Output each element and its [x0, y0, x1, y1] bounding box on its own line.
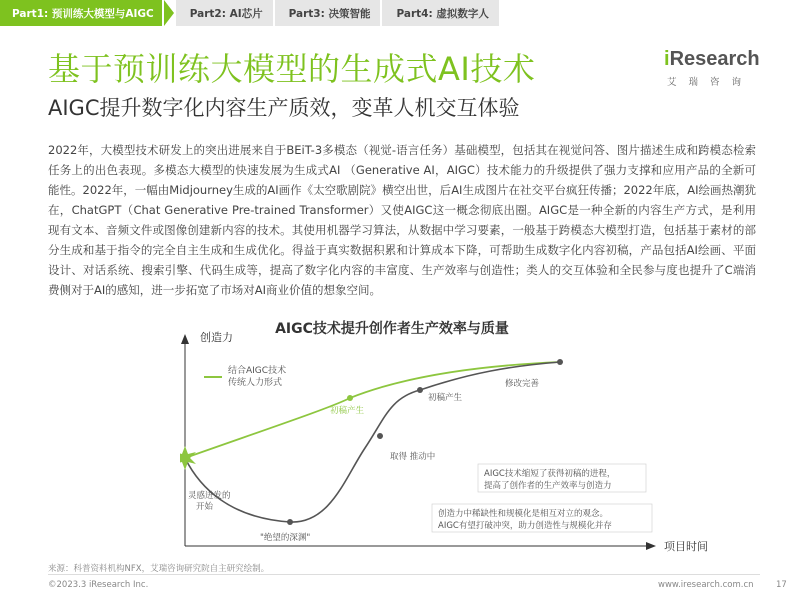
- x-axis-label: 项目时间: [664, 540, 708, 553]
- point-finish: [557, 359, 563, 365]
- chart-title: AIGC技术提升创作者生产效率与质量: [275, 321, 509, 337]
- start-burst-icon: [180, 446, 196, 470]
- logo-wordmark: iResearch: [664, 48, 760, 70]
- point-breakthrough: [377, 433, 383, 439]
- annotation-traditional-draft: 初稿产生: [428, 393, 463, 403]
- page-subtitle: AIGC提升数字化内容生产质效，变革人机交互体验: [48, 96, 520, 120]
- annotation-valley: "绝望的深渊": [260, 533, 311, 543]
- y-axis-label: 创造力: [200, 331, 233, 344]
- aigc-chart: [180, 318, 780, 558]
- point-aigc-draft: [347, 395, 353, 401]
- tab-part1[interactable]: Part1: 预训练大模型与AIGC: [0, 0, 162, 26]
- tab-part2[interactable]: Part2: AI芯片: [176, 0, 273, 26]
- section-tabs: [0, 0, 501, 26]
- note2-line2: AIGC有望打破冲突，助力创造性与规模化并存: [438, 521, 612, 531]
- series-aigc-line: [185, 362, 560, 458]
- x-axis-arrow-icon: [646, 542, 656, 550]
- tab-part3[interactable]: Part3: 决策智能: [275, 0, 381, 26]
- source-note: 来源：科普资料机构NFX，艾瑞咨询研究院自主研究绘制。: [48, 564, 270, 574]
- annotation-start-1: 灵感迸发的: [188, 491, 231, 501]
- note1-line2: 提高了创作者的生产效率与创造力: [484, 481, 612, 491]
- annotation-start-2: 开始: [196, 502, 214, 512]
- annotation-finish: 修改完善: [505, 379, 540, 389]
- iresearch-logo: [664, 44, 760, 92]
- body-paragraph: 2022年，大模型技术研发上的突出进展来自于BEiT-3多模态（视觉-语言任务）基础模型，包括其在视觉问答、图片描述生成和跨模态检索任务上的出色表现。多模态大模型的快速发展为生成式AI （Generative AI，AIGC）技术能力的升级提供了强力支撑和应用产品的全新可能性。2022年，一幅由Midjourney生成的AI画作《太空歌剧院》横空出世，后AI生成图片在社交平台疯狂传播；2022年底，AI绘画热潮犹在，ChatGPT（Chat Generative Pre-trained Transformer）又使AIGC这一概念彻底出圈。AIGC是一种全新的内容生产方式，是利用现有文本、音频文件或图像创建新内容的技术。其使用机器学习算法，从数据中学习要素，一般基于跨模态大模型打造，包括基于素材的部分生成和基于指令的完全自主生成和生成优化。得益于真实数据积累和计算成本下降，可帮助生成数字化内容初稿，产品包括AI绘画、平面设计、对话系统、搜索引擎、代码生成等，提高了数字化内容的丰富度、生产效率与创造性；类人的交互体验和全民参与度也提升了C端消费侧对于AI的感知，进一步拓宽了市场对AI商业价值的想象空间。: [48, 143, 756, 297]
- footer-divider: [48, 574, 760, 575]
- y-axis-arrow-icon: [181, 334, 189, 344]
- logo-cn-text: 艾瑞咨询: [667, 77, 754, 88]
- legend-traditional-label: 传统人力形式: [228, 378, 283, 388]
- point-traditional-draft: [417, 387, 423, 393]
- note1-line1: AIGC技术缩短了获得初稿的进程，: [484, 469, 616, 479]
- tab-part4[interactable]: Part4: 虚拟数字人: [382, 0, 498, 26]
- page-title: 基于预训练大模型的生成式AI技术: [48, 50, 536, 88]
- tab-arrow-icon: [164, 0, 174, 26]
- page-number: 17: [776, 580, 787, 590]
- annotation-aigc-draft: 初稿产生: [330, 406, 365, 416]
- note2-line1: 创造力中稀缺性和规模化是相互对立的观念。: [438, 509, 609, 519]
- copyright: ©2023.3 iResearch Inc.: [48, 580, 149, 590]
- legend-aigc-label: 结合AIGC技术: [228, 366, 287, 376]
- website-link[interactable]: www.iresearch.com.cn: [658, 580, 754, 590]
- annotation-breakthrough: 取得 推动中: [390, 452, 436, 462]
- point-valley: [287, 519, 293, 525]
